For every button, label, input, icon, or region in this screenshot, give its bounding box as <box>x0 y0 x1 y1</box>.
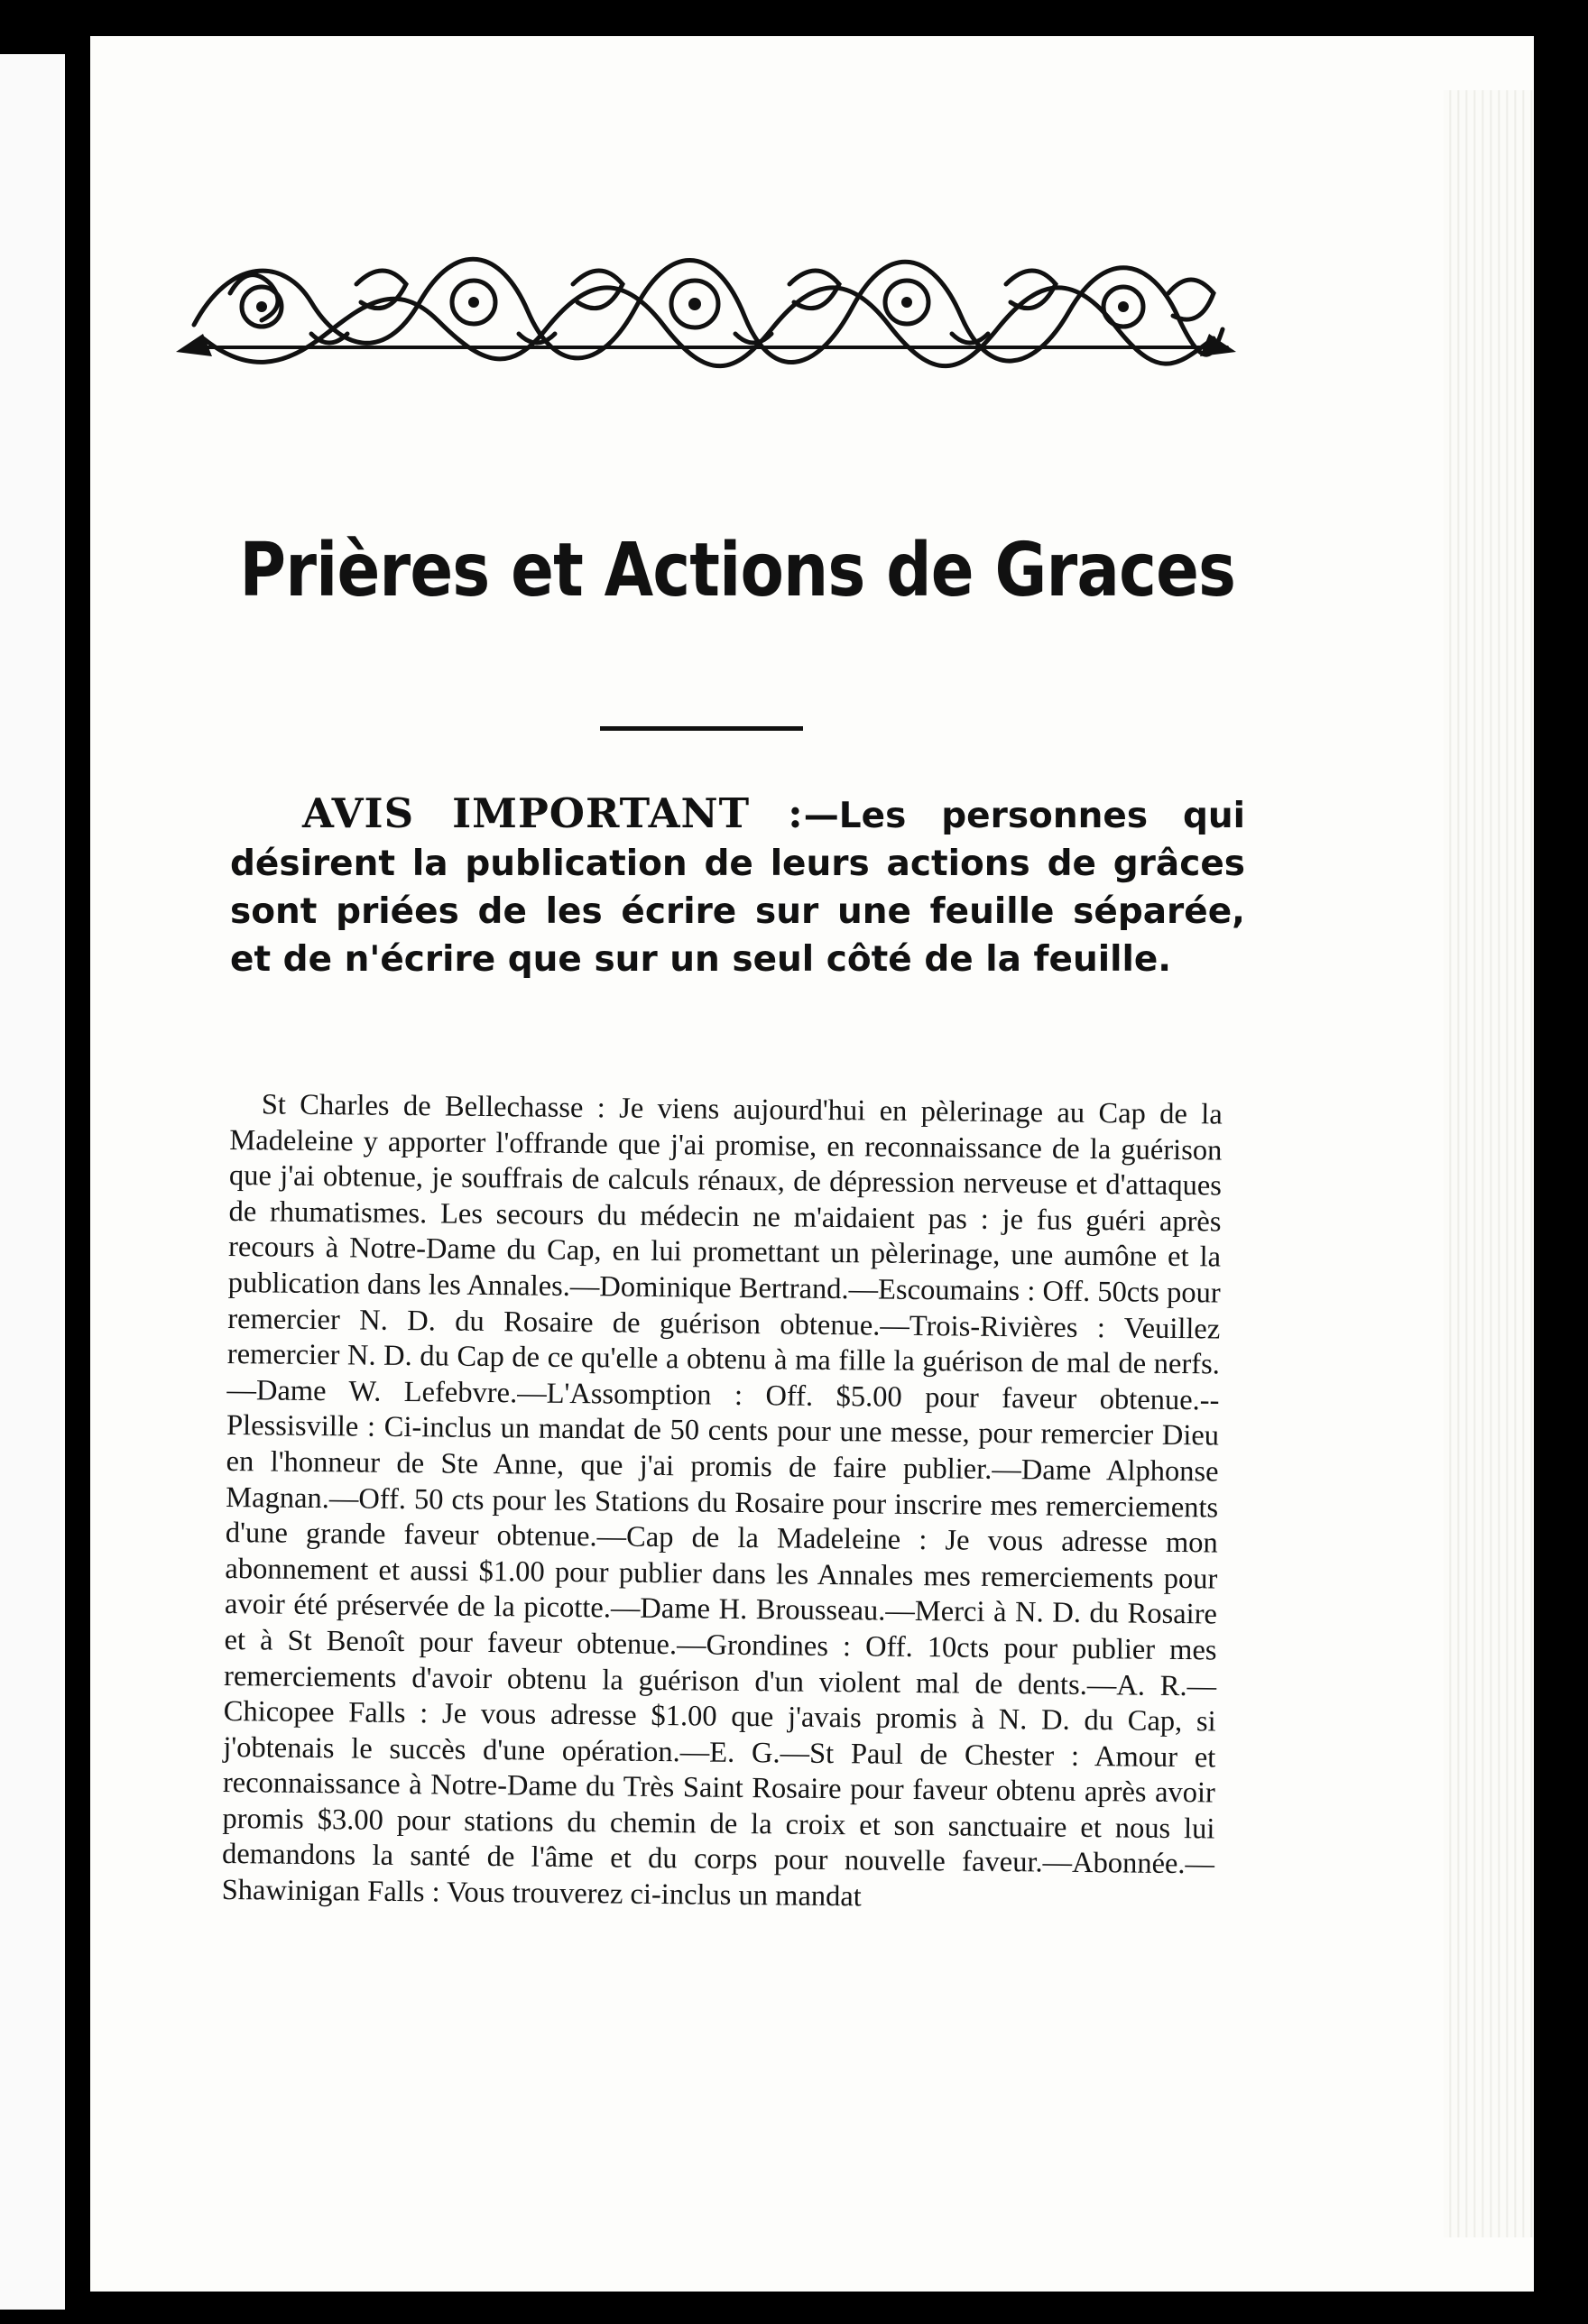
title-divider <box>600 726 803 731</box>
page-title: Prières et Actions de Graces <box>239 528 1236 613</box>
binding-edge <box>0 54 65 2310</box>
decorative-scroll-banner-icon <box>176 239 1236 388</box>
thanksgiving-entries: St Charles de Bellechasse : Je viens aujourd'hui en pèlerinage au Cap de la Madeleine y apporter l'offrande que j'ai promise, en reconnaissance de la guérison que j'ai obtenue, je souffrais de calculs rénaux, de dépression nerveuse et d'attaques de rhumatismes. Les secours du médecin ne m'aidaient pas : je fus guéri après recours à Notre-Dame du Cap, en lui promettant un pèlerinage, une aumône et la publication dans les Annales.—Dominique Bertrand.—Escoumains : Off. 50cts pour remercier N. D. du Rosaire de guérison obtenue.—Trois-Rivières : Veuillez remercier N. D. du Cap de ce qu'elle a obtenu à ma fille la guérison de mal de nerfs.—Dame W. Lefebvre.—L'Assomption : Off. $5.00 pour faveur obtenue.--Plessisville : Ci-inclus un mandat de 50 cents pour une messe, pour remercier Dieu en l'honneur de Ste Anne, que j'ai promis de faire publier.—Dame Alphonse Magnan.—Off. 50 cts pour les Stations du Rosaire pour inscrire mes remerciements d'une grande faveur obtenue.—Cap de la Madeleine : Je vous adresse mon abonnement et aussi $1.00 pour publier dans les Annales mes remerciements pour avoir été préservée de la picotte.—Dame H. Brousseau.—Merci à N. D. du Rosaire et à St Benoît pour faveur obtenue.—Grondines : Off. 10cts pour publier mes remerciements d'avoir obtenu la guérison d'un violent mal de dents.—A. R.—Chicopee Falls : Je vous adresse $1.00 que j'avais promis à N. D. du Cap, si j'obtenais le succès d'une opération.—E. G.—St Paul de Chester : Amour et reconnaissance à Notre-Dame du Très Saint Rosaire pour faveur obtenu après avoir promis $3.00 pour stations du chemin de la croix et son sanctuaire et nous lui demandons la santé de l'âme et du corps pour nouvelle faveur.—Abonnée.—Shawinigan Falls : Vous trouverez ci-inclus un mandat <box>221 1088 1223 1914</box>
important-notice <box>230 789 1245 983</box>
notice-text: —Les personnes qui désirent la publication de leurs actions de grâces sont priées de les écrire sur une feuille séparée, et de n'écrire que sur un seul côté de la feuille. <box>230 796 1245 980</box>
notice-heading: AVIS IMPORTANT : <box>302 789 804 837</box>
page-stack-edge <box>1444 90 1534 2237</box>
